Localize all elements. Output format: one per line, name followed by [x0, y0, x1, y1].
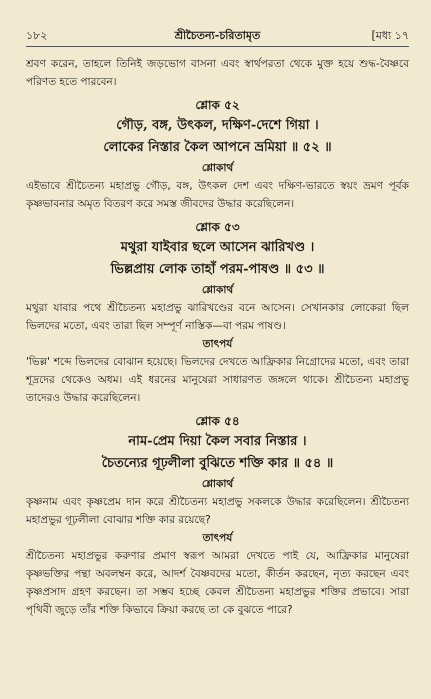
- verse-54-purport-heading: তাৎপর্য: [202, 532, 233, 544]
- running-title: শ্রীচৈতন্য-চরিতামৃত: [174, 29, 261, 42]
- verse-52-translation: এইভাবে শ্রীচৈতন্য মহাপ্রভু গৌড়, বঙ্গ, উৎকল দেশ এবং দক্ষিণ-ভারতে স্বয়ং ভ্রমণ পূর্বক কৃষ্ণভাবনার অমৃত বিতরণ করে সমস্ত জীবদের উদ্ধার করেছিলেন।: [26, 180, 409, 210]
- verse-53-line-1: মথুরা যাইবার ছলে আসেন ঝারিখণ্ড ।: [120, 240, 315, 255]
- page-header: [26, 0, 409, 47]
- verse-53-heading: শ্লোক ৫৩: [195, 220, 240, 234]
- verse-54-translation: কৃষ্ণনাম এবং কৃষ্ণপ্রেম দান করে শ্রীচৈতন্য মহাপ্রভু সকলকে উদ্ধার করেছিলেন। শ্রীচৈতন্য মহাপ্রভুর গূঢ়লীলা বোঝার শক্তি কার রয়েছে?: [26, 496, 409, 526]
- verse-54-heading: শ্লোক ৫৪: [195, 414, 240, 428]
- verse-53-translation: মথুরা যাবার পথে শ্রীচৈতন্য মহাপ্রভু ঝারিখণ্ডের বনে আসেন। সেখানকার লোকেরা ছিল ভিলদের মতো, এবং তারা ছিল সম্পূর্ণ নাস্তিক—বা পরম পাষণ্ড।: [26, 302, 409, 332]
- verse-52-translation-heading: শ্লোকার্থ: [201, 162, 234, 174]
- verse-53-purport: 'ভিল্ল' শব্দে ভিলদের বোঝান হয়েছে। ভিলদের দেখতে আফ্রিকার নিগ্রোদের মতো, এবং তারা শূদ্রদের থেকেও অধম। এই ধরনের মানুষেরা সাধারণত জঙ্গলে থাকে। শ্রীচৈতন্য মহাপ্রভু তাদেরও উদ্ধার করেছিলেন।: [26, 356, 409, 404]
- verse-52-line-1: গৌড়, বঙ্গ, উৎকল, দক্ষিণ-দেশে গিয়া ।: [116, 118, 319, 133]
- verse-53-line-2: ভিল্লপ্রায় লোক তাহাঁ পরম-পাষণ্ড ॥ ৫৩ ॥: [110, 262, 325, 277]
- page-number: ১৮২: [26, 29, 48, 42]
- verse-54-line-1: নাম-প্রেম দিয়া কৈল সবার নিস্তার ।: [128, 434, 307, 449]
- section-marker: [মধ্য ১৭: [371, 29, 409, 42]
- verse-53-translation-heading: শ্লোকার্থ: [201, 284, 234, 296]
- verse-54-translation-heading: শ্লোকার্থ: [201, 478, 234, 490]
- intro-paragraph: শ্রবণ করেন, তাহলে তিনিই জড়ভোগ বাসনা এবং স্বার্থপরতা থেকে মুক্ত হয়ে শুদ্ধ-বৈষ্ণবে পরিণত হতে পারবেন।: [26, 58, 409, 88]
- verse-54-line-2: চৈতন্যের গূঢ়লীলা বুঝিতে শক্তি কার ॥ ৫৪ ॥: [101, 456, 334, 471]
- verse-52-line-2: লোকের নিস্তার কৈল আপনে ভ্রমিয়া ॥ ৫২ ॥: [103, 140, 332, 155]
- verse-54-purport: শ্রীচৈতন্য মহাপ্রভুর করুণার প্রমাণ স্বরূপ আমরা দেখতে পাই যে, আফ্রিকার মানুষেরা কৃষ্ণভক্তির পন্থা অবলম্বন করে, আদর্শ বৈষ্ণবদের মতো, কীর্তন করছেন, নৃত্য করছেন এবং কৃষ্ণপ্রসাদ গ্রহণ করছেন। তা সম্ভব হচ্ছে কেবল শ্রীচৈতন্য মহাপ্রভুর শক্তির প্রভাবে। সারা পৃথিবী জুড়ে তাঁর শক্তি কিভাবে ক্রিয়া করছে তা কে বুঝতে পারে?: [26, 550, 409, 616]
- verse-52-heading: শ্লোক ৫২: [195, 98, 240, 112]
- verse-53-purport-heading: তাৎপর্য: [202, 338, 233, 350]
